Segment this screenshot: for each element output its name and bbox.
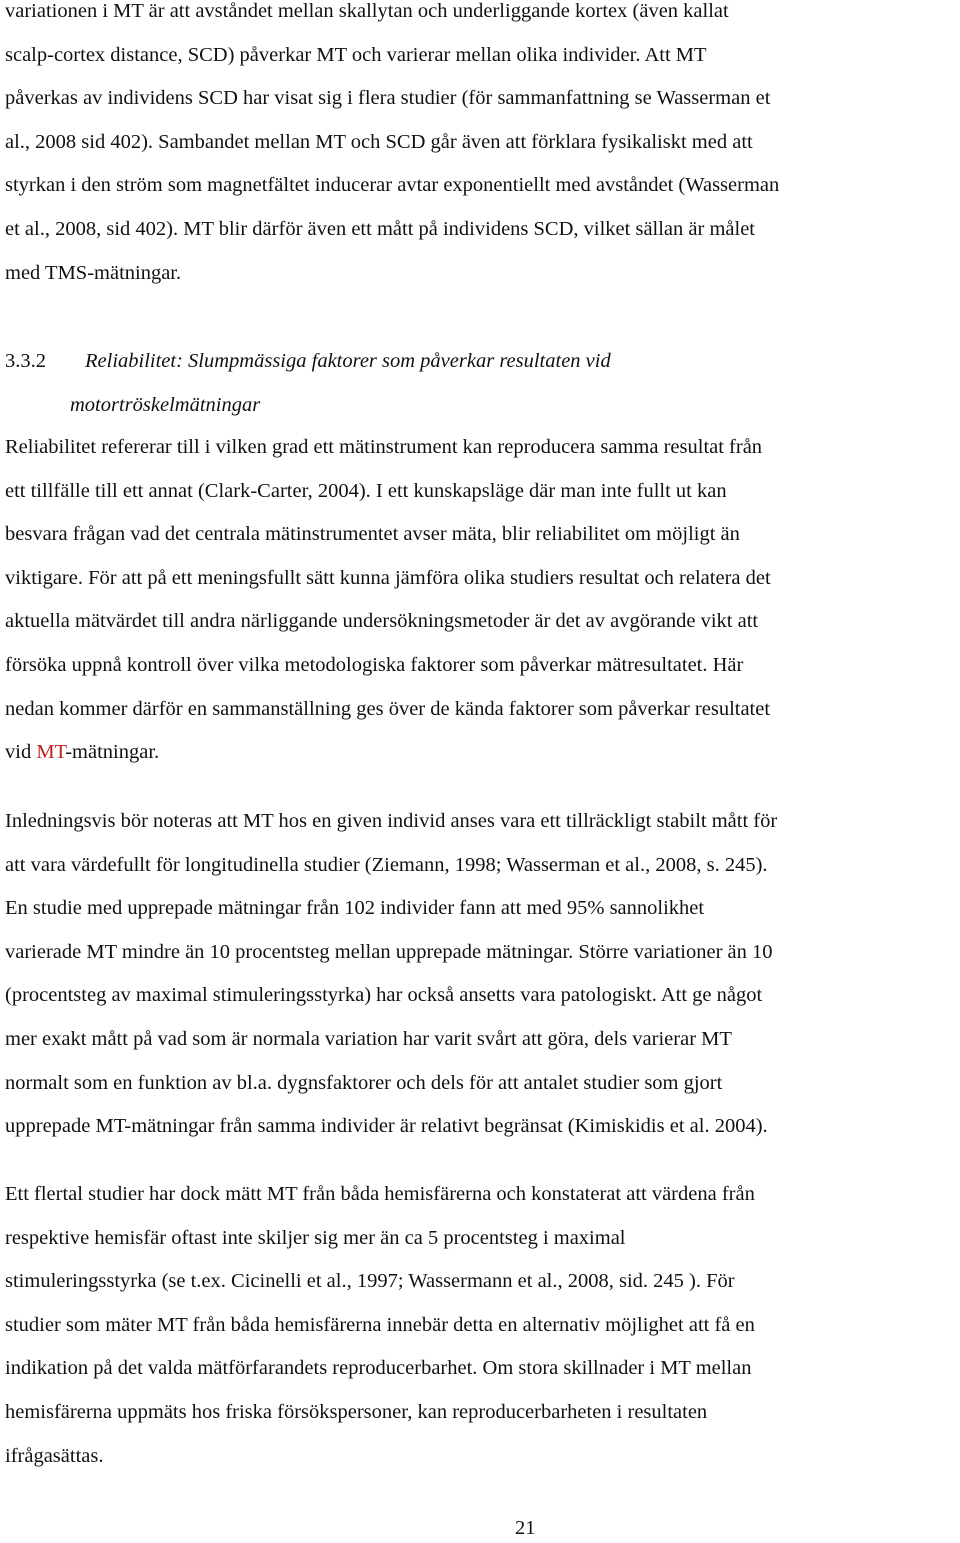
text-line: påverkas av individens SCD har visat sig i flera studier (för sammanfattning se Wasserman et [5, 87, 771, 110]
text-line: mer exakt mått på vad som är normala variation har varit svårt att göra, dels varierar MT [5, 1027, 732, 1050]
text-line: viktigare. För att på ett meningsfullt sätt kunna jämföra olika studiers resultat och relatera det [5, 566, 771, 589]
text-line: aktuella mätvärdet till andra närliggande undersökningsmetoder är det av avgörande vikt att [5, 610, 759, 633]
text-line: En studie med upprepade mätningar från 102 individer fann att med 95% sannolikhet [5, 897, 705, 920]
paragraph-hemispheres [5, 1173, 755, 1478]
text-line: besvara frågan vad det centrala mätinstrumentet avser mäta, blir reliabilitet om möjligt än [5, 523, 740, 546]
text-line: upprepade MT-mätningar från samma individer är relativt begränsat (Kimiskidis et al. 2004). [5, 1115, 768, 1138]
text-line: varierade MT mindre än 10 procentsteg mellan upprepade mätningar. Större variationer än 10 [5, 940, 773, 963]
text-fragment: -mätningar. [65, 741, 160, 764]
text-line: Ett flertal studier har dock mätt MT från båda hemisfärerna och konstaterat att värdena från [5, 1183, 755, 1205]
text-line: att vara värdefullt för longitudinella studier (Ziemann, 1998; Wasserman et al., 2008, s. 245). [5, 853, 768, 876]
text-line: al., 2008 sid 402). Sambandet mellan MT och SCD går även att förklara fysikaliskt med att [5, 130, 753, 153]
text-line: stimuleringsstyrka (se t.ex. Cicinelli et al., 1997; Wassermann et al., 2008, sid. 245 ). För [5, 1270, 735, 1293]
text-line: med TMS-mätningar. [5, 261, 182, 284]
text-fragment: vid [5, 741, 37, 764]
section-title-continued: motortröskelmätningar [70, 393, 261, 416]
text-line: normalt som en funktion av bl.a. dygnsfaktorer och dels för att antalet studier som gjort [5, 1071, 723, 1094]
text-line: respektive hemisfär oftast inte skiljer sig mer än ca 5 procentsteg i maximal [5, 1226, 626, 1249]
page-number: 21 [515, 1517, 536, 1539]
text-line: variationen i MT är att avståndet mellan skallytan och underliggande kortex (även kallat [5, 0, 729, 22]
text-line: indikation på det valda mätförfarandets reproducerbarhet. Om stora skillnader i MT mellan [5, 1357, 752, 1380]
section-title: Reliabilitet: Slumpmässiga faktorer som påverkar resultaten vid [85, 350, 611, 372]
section-heading [5, 340, 611, 427]
text-line: ett tillfälle till ett annat (Clark-Carter, 2004). I ett kunskapsläge där man inte fullt ut kan [5, 479, 727, 502]
text-line: (procentsteg av maximal stimuleringsstyrka) har också ansetts vara patologiskt. Att ge något [5, 984, 763, 1007]
text-line: Reliabilitet refererar till i vilken grad ett mätinstrument kan reproducera samma resultat från [5, 436, 763, 458]
paragraph-scd [5, 0, 779, 295]
text-line: Inledningsvis bör noteras att MT hos en given individ anses vara ett tillräckligt stabilt mått för [5, 810, 778, 832]
text-line-last [5, 731, 771, 775]
paragraph-reliability [5, 426, 771, 775]
text-line: nedan kommer därför en sammanställning ges över de kända faktorer som påverkar resultatet [5, 697, 771, 720]
text-line: scalp-cortex distance, SCD) påverkar MT och varierar mellan olika individer. Att MT [5, 43, 707, 66]
text-line: styrkan i den ström som magnetfältet inducerar avtar exponentiellt med avståndet (Wasserman [5, 174, 780, 197]
section-number: 3.3.2 [5, 350, 46, 372]
text-line: et al., 2008, sid 402). MT blir därför även ett mått på individens SCD, vilket sällan är målet [5, 217, 755, 240]
text-line: försöka uppnå kontroll över vilka metodologiska faktorer som påverkar mätresultatet. Här [5, 653, 744, 676]
paragraph-stability [5, 800, 777, 1149]
text-line: ifrågasättas. [5, 1444, 104, 1467]
highlighted-term: MT [36, 741, 66, 764]
text-line: studier som mäter MT från båda hemisfärerna innebär detta en alternativ möjlighet att få en [5, 1313, 755, 1336]
text-line: hemisfärerna uppmäts hos friska försökspersoner, kan reproducerbarheten i resultaten [5, 1400, 708, 1423]
